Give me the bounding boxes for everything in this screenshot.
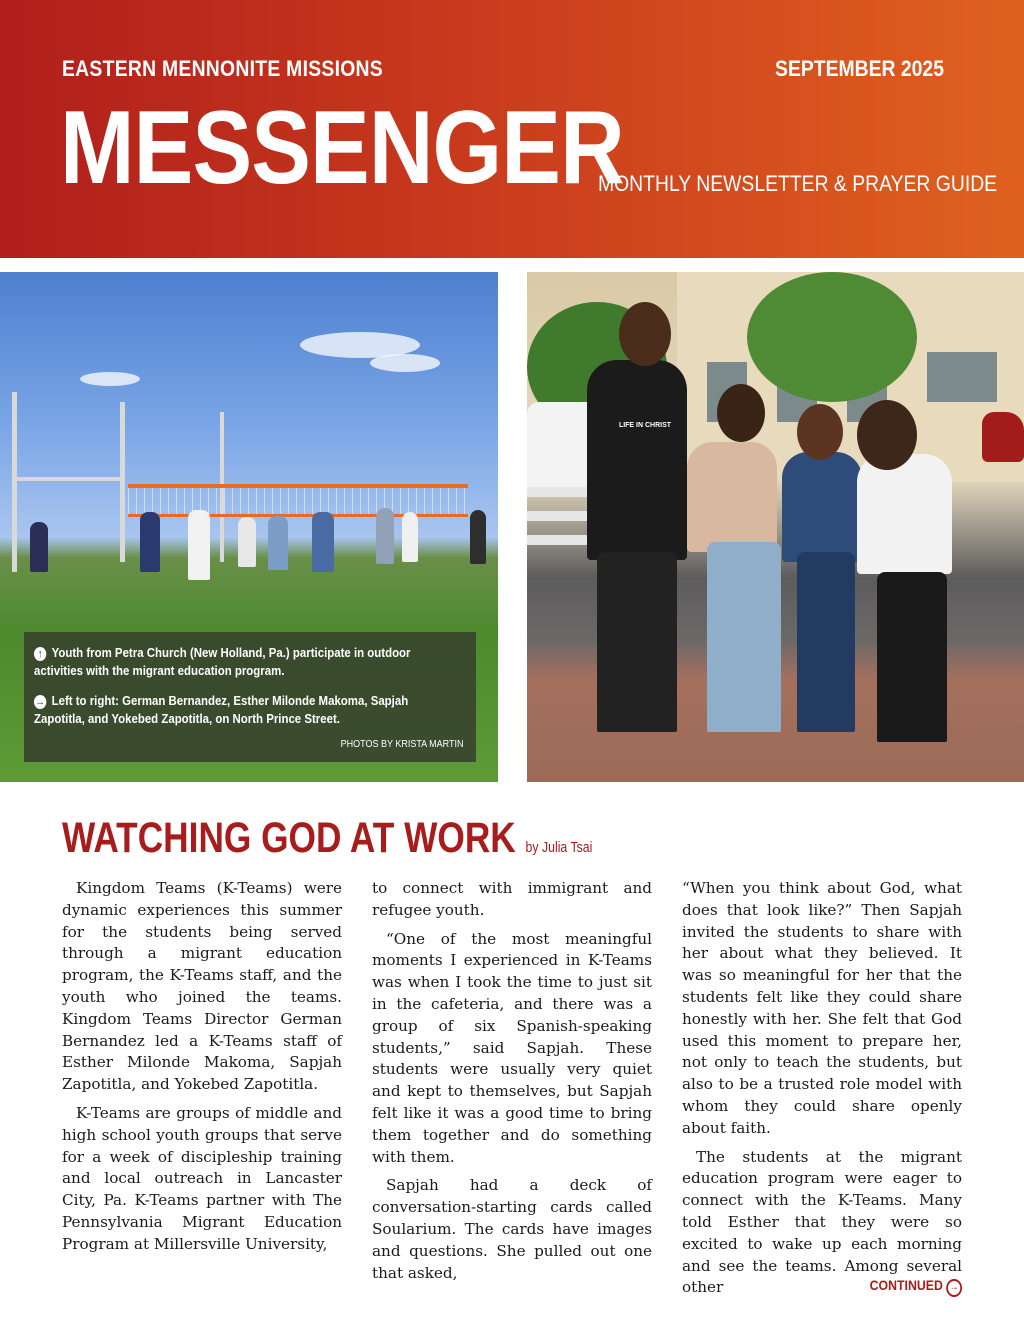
- paragraph: “One of the most meaningful moments I experienced in K-Teams was when I took the time to just sit in the cafeteria, and there was a group of six Spanish-speaking students,” said Sapjah. These students were usually very quiet and kept to themselves, but Sapjah felt like it was a good time to bring them together and do something with them.: [372, 929, 652, 1166]
- newsletter-title: MESSENGER: [60, 90, 624, 206]
- headline-text: WATCHING GOD AT WORK: [62, 814, 516, 862]
- arrow-up-circle-icon: ↑: [34, 647, 46, 661]
- caption-outdoor: ↑ Youth from Petra Church (New Holland, Pa.) participate in outdoor activities with the migrant education program.: [34, 645, 411, 678]
- article-column-1: [62, 878, 342, 1263]
- article-column-2: [372, 878, 652, 1291]
- article-byline: by Julia Tsai: [525, 839, 593, 856]
- arrow-right-circle-icon: →: [946, 1279, 962, 1297]
- paragraph: Sapjah had a deck of conversation-starting cards called Soularium. The cards have images and questions. She pulled out one that asked,: [372, 1176, 652, 1282]
- arrow-right-circle-icon: →: [35, 696, 45, 708]
- continued-label: CONTINUED: [869, 1277, 943, 1293]
- article-column-3: [682, 878, 962, 1306]
- paragraph: Kingdom Teams (K-Teams) were dynamic experiences this summer for the students being served through a migrant education program, the K-Teams staff, and the youth who joined the teams. Kingdom Teams Director German Bernandez led a K-Teams staff of Esther Milonde Makoma, Sapjah Zapotitla, and Yokebed Zapotitla.: [62, 879, 342, 1094]
- newsletter-subtitle: MONTHLY NEWSLETTER & PRAYER GUIDE: [598, 171, 998, 196]
- paragraph: K-Teams are groups of middle and high school youth groups that serve for a week of discipleship training and local outreach in Lancaster City, Pa. K-Teams partner with The Pennsylvania Migrant Education Program at Millersville University,: [62, 1103, 342, 1253]
- issue-date: SEPTEMBER 2025: [775, 56, 944, 81]
- organization-name: EASTERN MENNONITE MISSIONS: [62, 56, 383, 81]
- shirt-logo-text: LIFE IN CHRIST: [618, 422, 672, 429]
- paragraph: “When you think about God, what does that look like?” Then Sapjah invited the students to share with her about what they believed. It was so meaningful for her that the students felt like they could share honestly with her. She felt that God used this moment to prepare her, not only to teach the students, but also to be a trusted role model with whom they could share openly about faith.: [682, 879, 962, 1137]
- paragraph: The students at the migrant education program were eager to connect with the K-Teams. Many told Esther that they were so excited to wake up each morning and see the teams. Among several other: [682, 1147, 962, 1297]
- masthead: [0, 0, 1024, 258]
- photo-k-teams-staff: [527, 272, 1024, 782]
- continued-link[interactable]: [869, 1277, 962, 1297]
- article-headline: [62, 814, 592, 863]
- caption-staff: → Left to right: German Bernandez, Esther Milonde Makoma, Sapjah Zapotitla, and Yokebed Zapotitla, on North Prince Street.: [34, 693, 409, 726]
- paragraph: to connect with immigrant and refugee youth.: [372, 879, 652, 919]
- photo-caption-box: [24, 632, 476, 762]
- photo-credit: PHOTOS BY KRISTA MARTIN: [341, 739, 464, 750]
